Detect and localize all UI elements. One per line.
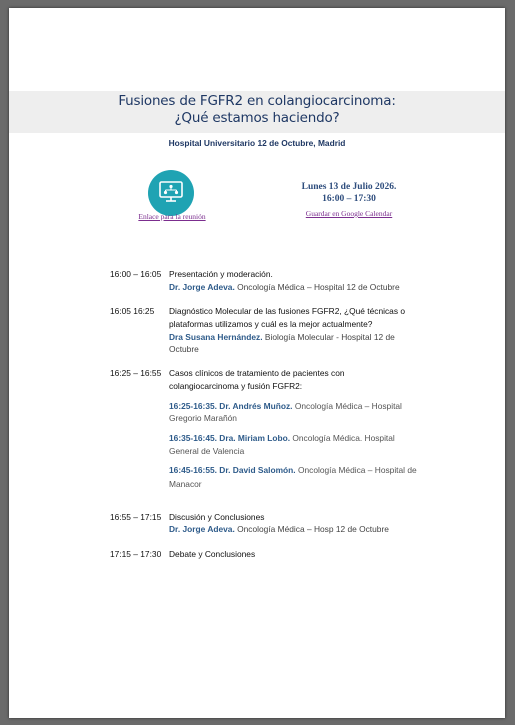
talk-affiliation: Manacor xyxy=(169,479,202,489)
event-date: Lunes 13 de Julio 2026. xyxy=(301,182,397,192)
agenda-speaker xyxy=(169,332,395,342)
event-time: 16:00 – 17:30 xyxy=(322,194,376,204)
agenda-title: Casos clínicos de tratamiento de pacientes con xyxy=(169,368,345,378)
agenda-time: 17:15 – 17:30 xyxy=(110,549,162,559)
agenda-speaker xyxy=(169,524,389,534)
talk-entry xyxy=(169,465,417,475)
talk-affiliation: Oncología Médica. Hospital xyxy=(292,433,395,443)
talk-affiliation: Gregorio Marañón xyxy=(169,413,237,423)
meeting-link[interactable]: Enlace para la reunión xyxy=(138,212,206,221)
document-page xyxy=(9,8,505,718)
network-computer-icon[interactable] xyxy=(148,170,194,216)
agenda-title: Discusión y Conclusiones xyxy=(169,512,265,522)
speaker-affiliation: Oncología Médica – Hosp 12 de Octubre xyxy=(237,524,389,534)
title-line-1: Fusiones de FGFR2 en colangiocarcinoma: xyxy=(118,93,396,109)
talk-entry xyxy=(169,433,395,443)
speaker-name: Dr. Jorge Adeva. xyxy=(169,282,235,292)
talk-entry xyxy=(169,401,402,411)
agenda-speaker xyxy=(169,282,400,292)
talk-speaker: Dr. Andrés Muñoz. xyxy=(219,401,293,411)
agenda-time: 16:05 16:25 xyxy=(110,306,155,316)
speaker-affiliation: Oncología Médica – Hospital 12 de Octubre xyxy=(237,282,400,292)
agenda-title: Debate y Conclusiones xyxy=(169,549,256,559)
speaker-affiliation: Octubre xyxy=(169,344,199,354)
talk-speaker: Dr. David Salomón. xyxy=(219,465,296,475)
agenda-time: 16:00 – 16:05 xyxy=(110,269,162,279)
talk-affiliation: General de Valencia xyxy=(169,446,245,456)
speaker-affiliation: Biología Molecular - Hospital 12 de xyxy=(264,332,395,342)
agenda-time: 16:25 – 16:55 xyxy=(110,368,162,378)
agenda-title: Presentación y moderación. xyxy=(169,269,273,279)
title-line-2: ¿Qué estamos haciendo? xyxy=(174,110,340,126)
agenda-title: colangiocarcinoma y fusión FGFR2: xyxy=(169,381,303,391)
talk-slot: 16:25-16:35. xyxy=(169,401,217,411)
talk-speaker: Dra. Miriam Lobo. xyxy=(219,433,291,443)
talk-affiliation: Oncología Médica – Hospital xyxy=(294,401,402,411)
talk-affiliation: Oncología Médica – Hospital de xyxy=(297,465,417,475)
speaker-name: Dr. Jorge Adeva. xyxy=(169,524,235,534)
speaker-name: Dra Susana Hernández. xyxy=(169,332,263,342)
event-location: Hospital Universitario 12 de Octubre, Madrid xyxy=(168,138,346,148)
talk-slot: 16:45-16:55. xyxy=(169,465,217,475)
agenda-title: Diagnóstico Molecular de las fusiones FGFR2, ¿Qué técnicas o xyxy=(169,306,406,316)
agenda-title: plataformas utilizamos y cuál es la mejor actualmente? xyxy=(169,319,373,329)
talk-slot: 16:35-16:45. xyxy=(169,433,217,443)
google-calendar-link[interactable]: Guardar en Google Calendar xyxy=(305,209,393,218)
agenda-time: 16:55 – 17:15 xyxy=(110,512,162,522)
